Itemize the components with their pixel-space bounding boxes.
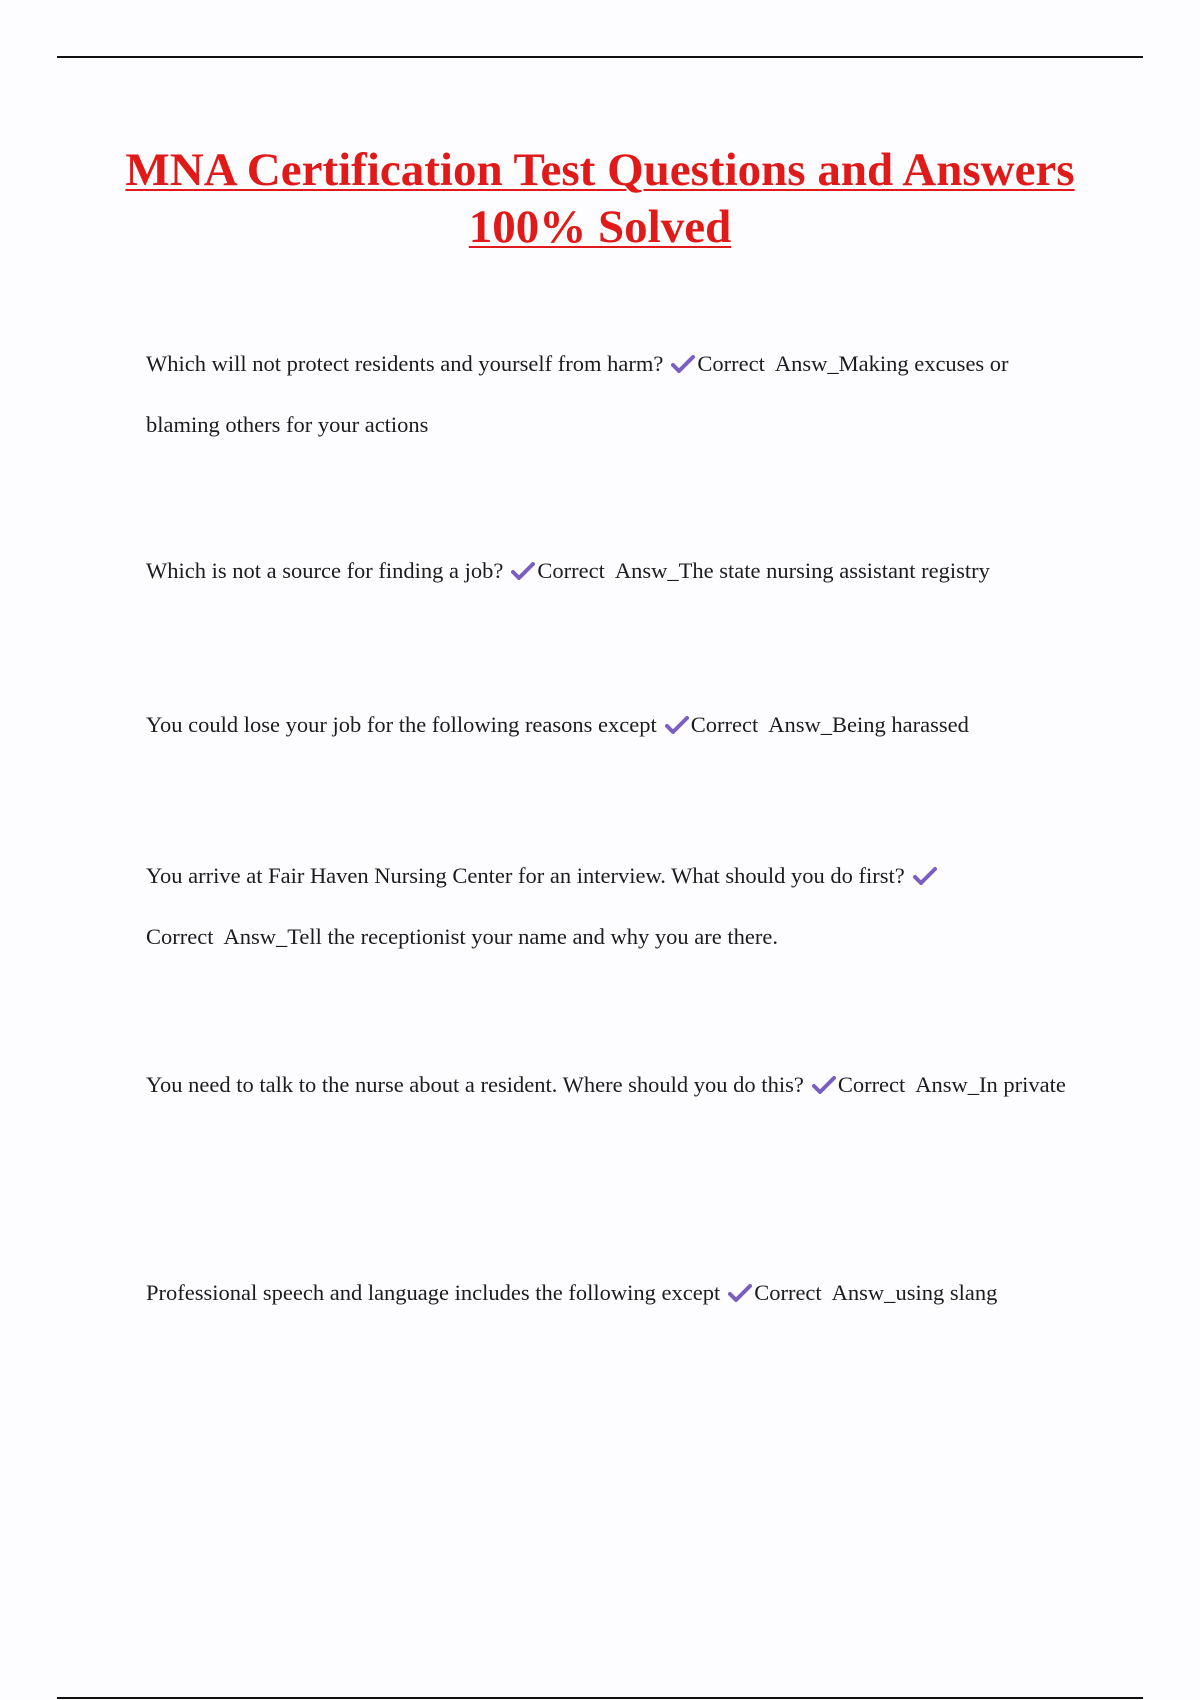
question-text: You arrive at Fair Haven Nursing Center for an interview. What should you do first? xyxy=(146,863,905,888)
bottom-rule xyxy=(57,1697,1143,1699)
answer-text: Being harassed xyxy=(832,712,969,737)
qa-item-5 xyxy=(146,1054,1086,1115)
answer-prefix: Correct Answ_ xyxy=(697,351,839,376)
checkmark-icon xyxy=(728,1284,752,1302)
question-text: Which is not a source for finding a job? xyxy=(146,558,504,583)
checkmark-icon xyxy=(665,716,689,734)
qa-item-2 xyxy=(146,540,1086,601)
checkmark-icon xyxy=(913,867,937,885)
document-title: MNA Certification Test Questions and Answers 100% Solved xyxy=(125,144,1075,253)
question-text: You need to talk to the nurse about a resident. Where should you do this? xyxy=(146,1072,804,1097)
qa-item-4 xyxy=(146,845,1086,967)
answer-text: Making excuses or blaming others for your actions xyxy=(146,351,1009,437)
answer-prefix: Correct Answ_ xyxy=(537,558,679,583)
qa-item-1 xyxy=(146,333,1086,455)
answer-prefix: Correct Answ_ xyxy=(837,1072,980,1097)
checkmark-icon xyxy=(671,355,695,373)
answer-prefix: Correct Answ_ xyxy=(146,924,288,949)
answer-text: In private xyxy=(979,1072,1066,1097)
answer-text: using slang xyxy=(895,1280,998,1305)
qa-item-6 xyxy=(146,1262,1086,1323)
answer-prefix: Correct Answ_ xyxy=(690,712,832,737)
question-text: Professional speech and language includes the following except xyxy=(146,1280,721,1305)
answer-text: Tell the receptionist your name and why you are there. xyxy=(287,924,778,949)
question-text: Which will not protect residents and yourself from harm? xyxy=(146,351,664,376)
answer-prefix: Correct Answ_ xyxy=(754,1280,896,1305)
question-text: You could lose your job for the following reasons except xyxy=(146,712,657,737)
checkmark-icon xyxy=(511,562,535,580)
checkmark-icon xyxy=(812,1076,836,1094)
answer-text: The state nursing assistant registry xyxy=(678,558,990,583)
qa-item-3 xyxy=(146,694,1086,755)
top-rule xyxy=(57,56,1143,58)
